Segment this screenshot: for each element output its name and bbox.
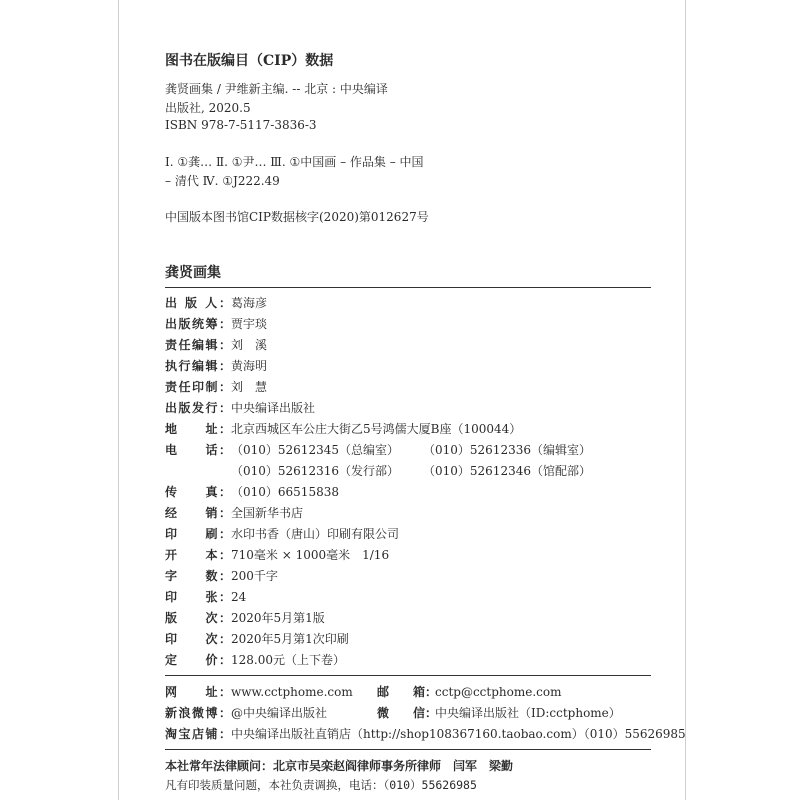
credit-row	[165, 357, 267, 374]
detail-value: 2020年5月第1版	[231, 611, 325, 625]
email-row	[377, 683, 561, 700]
detail-row	[165, 504, 303, 521]
credit-value: 刘 溪	[231, 338, 268, 352]
legal-advisor: 本社常年法律顾问：北京市吴栾赵阎律师事务所律师 闫军 梁勤	[165, 759, 514, 773]
cip-line-classification-1: Ⅰ. ①龚… Ⅱ. ①尹… Ⅲ. ①中国画 – 作品集 – 中国	[165, 155, 424, 169]
credit-row	[165, 399, 315, 416]
quality-notice: 凡有印装质量问题，本社负责调换，电话：（010）55626985	[165, 778, 477, 792]
detail-value: 710毫米 × 1000毫米 1/16	[231, 548, 390, 562]
credit-row	[165, 336, 267, 353]
detail-label: 版 次：	[165, 611, 231, 625]
taobao-row	[165, 725, 686, 742]
credit-row	[165, 315, 267, 332]
detail-label: 经 销：	[165, 506, 231, 520]
wechat-row	[377, 704, 621, 721]
credit-label: 责任印制：	[165, 380, 231, 394]
detail-value: 24	[231, 590, 247, 604]
credit-label: 出 版 人：	[165, 296, 231, 310]
credit-label: 责任编辑：	[165, 338, 231, 352]
credit-row	[165, 294, 267, 311]
wechat-label: 微 信：	[377, 706, 438, 720]
copyright-page	[118, 0, 686, 800]
detail-row	[165, 546, 389, 563]
detail-row	[165, 609, 325, 626]
divider-top	[165, 287, 651, 288]
email-value: cctp@cctphome.com	[435, 685, 562, 699]
detail-row	[165, 651, 345, 668]
detail-row	[165, 567, 278, 584]
credit-row	[165, 378, 267, 395]
detail-label: 印 张：	[165, 590, 231, 604]
divider-middle	[165, 675, 651, 676]
phone-label: 电 话：	[165, 443, 231, 457]
phone-value: （010）52612316（发行部）	[231, 464, 399, 478]
phone-row	[165, 441, 399, 458]
detail-value: 水印书香（唐山）印刷有限公司	[231, 527, 400, 541]
detail-label: 字 数：	[165, 569, 231, 583]
detail-value: 2020年5月第1次印刷	[231, 632, 349, 646]
credit-value: 贾宇琰	[231, 317, 268, 331]
credit-value: 黄海明	[231, 359, 268, 373]
phone-value: （010）52612345（总编室）	[231, 443, 399, 457]
credit-value: 北京西城区车公庄大街乙5号鸿儒大厦B座（100044）	[231, 422, 522, 436]
detail-label: 定 价：	[165, 653, 231, 667]
website-row	[165, 683, 353, 700]
detail-row	[165, 525, 399, 542]
detail-value: 128.00元（上下卷）	[231, 653, 345, 667]
divider-bottom	[165, 749, 651, 750]
credit-value: 中央编译出版社	[231, 401, 316, 415]
cip-line-isbn: ISBN 978-7-5117-3836-3	[165, 118, 317, 132]
phone-value: （010）52612336（编辑室）	[423, 443, 591, 457]
detail-row	[165, 483, 339, 500]
credit-label: 执行编辑：	[165, 359, 231, 373]
detail-value: 全国新华书店	[231, 506, 304, 520]
detail-value: 200千字	[231, 569, 278, 583]
weibo-value: @中央编译出版社	[231, 706, 328, 720]
cip-line-2: 出版社, 2020.5	[165, 101, 251, 115]
taobao-value: 中央编译出版社直销店（http://shop108367160.taobao.com）（010）55626985	[231, 727, 686, 741]
detail-label: 印 次：	[165, 632, 231, 646]
detail-label: 印 刷：	[165, 527, 231, 541]
detail-value: （010）66515838	[231, 485, 339, 499]
credit-label: 出版发行：	[165, 401, 231, 415]
detail-row	[165, 630, 349, 647]
wechat-value: 中央编译出版社（ID:cctphome）	[435, 706, 621, 720]
credit-label: 出版统筹：	[165, 317, 231, 331]
phone-value: （010）52612346（馆配部）	[423, 464, 591, 478]
credit-value: 刘 慧	[231, 380, 268, 394]
email-label: 邮 箱：	[377, 685, 438, 699]
taobao-label: 淘宝店铺：	[165, 727, 231, 741]
weibo-row	[165, 704, 327, 721]
weibo-label: 新浪微博：	[165, 706, 231, 720]
cip-line-1: 龚贤画集 / 尹维新主编. -- 北京 : 中央编译	[165, 82, 388, 96]
website-label: 网 址：	[165, 685, 231, 699]
address-row	[165, 420, 521, 437]
credit-value: 葛海彦	[231, 296, 268, 310]
detail-label: 传 真：	[165, 485, 231, 499]
cip-line-classification-2: – 清代 Ⅳ. ①J222.49	[165, 174, 280, 188]
book-title: 龚贤画集	[165, 265, 221, 281]
website-value: www.cctphome.com	[231, 685, 353, 699]
cip-heading: 图书在版编目（CIP）数据	[165, 53, 334, 69]
detail-label: 开 本：	[165, 548, 231, 562]
cip-verify-number: 中国版本图书馆CIP数据核字(2020)第012627号	[165, 210, 429, 224]
detail-row	[165, 588, 246, 605]
credit-label: 地 址：	[165, 422, 231, 436]
